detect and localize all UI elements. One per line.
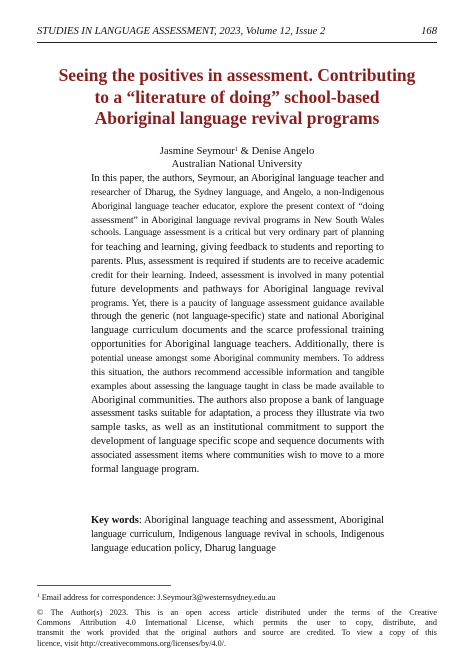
abstract-line: language curriculum documents and the scarce professional training [91, 325, 384, 337]
title-line: Aboriginal language revival programs [94, 108, 380, 128]
title-line: Seeing the positives in assessment. Contributing [58, 65, 416, 85]
abstract-line: examples about assessing the language taught in class be made available to [91, 380, 384, 392]
keywords-label: Key words [91, 515, 139, 526]
license-line: transmit the work provided that the original authors and source are credited. To view a copy of this [37, 628, 437, 638]
abstract-line: development of language specific scope and sequence documents with [91, 436, 385, 448]
abstract-line: schools. Language assessment is a critical but very ordinary part of planning [91, 228, 384, 239]
footnote-text: Email address for correspondence: J.Seymour3@westernsydney.edu.au [39, 593, 276, 602]
journal-name: STUDIES IN LANGUAGE ASSESSMENT, 2023, Volume 12, Issue 2 [37, 26, 326, 37]
license-notice [37, 608, 437, 649]
footnote-rule [37, 585, 171, 586]
author-block [0, 143, 474, 171]
abstract-line: through the generic (not language-specific) state and national Aboriginal [91, 311, 384, 323]
abstract-line: Aboriginal language teacher educator, explore the present context of “doing [91, 200, 384, 212]
license-line: Commons Attribution 4.0 International License, which permits the user to copy, distribute, and [37, 618, 437, 628]
affiliation: Australian National University [171, 159, 303, 170]
first-author: Jasmine Seymour [159, 146, 235, 157]
abstract-line: for teaching and learning, giving feedback to students and reporting to [91, 242, 384, 254]
license-line: © The Author(s) 2023. This is an open access article distributed under the terms of the Creative [37, 608, 437, 617]
abstract-line: future developments and pathways for Aboriginal language revival [91, 283, 384, 295]
abstract-line: programs. Yet, there is a paucity of language assessment guidance available [91, 297, 384, 309]
abstract-line: formal language program. [91, 463, 200, 475]
abstract-line: credit for their learning. Indeed, assessment is involved in many potential [91, 269, 384, 281]
header-rule [37, 42, 437, 43]
abstract-line: assessment tasks suitable for adaptation, a process they illustrate via two [91, 408, 384, 420]
keywords-block [91, 514, 384, 556]
running-header [37, 26, 437, 40]
keywords-text: : Aboriginal language teaching and assessment, Aboriginal [138, 515, 384, 526]
abstract-line: sample tasks, as well as an institutional commitment to support the [91, 422, 384, 434]
footnote-mark: 1 [37, 593, 40, 599]
keywords-line [91, 514, 384, 528]
keywords-line: language education policy, Dharug language [91, 542, 276, 554]
abstract-line: parents. Plus, assessment is required if students are to receive academic [91, 256, 384, 268]
abstract [91, 172, 384, 477]
paper-title [30, 65, 444, 130]
author-names [0, 143, 474, 158]
abstract-line: associated assessment items where communities wish to move to a more [91, 449, 384, 461]
page-number: 168 [421, 26, 437, 37]
abstract-line: potential unease amongst some Aboriginal community members. To address [91, 352, 384, 364]
footnote [37, 591, 275, 603]
abstract-line: assessment” in Aboriginal language revival programs in New South Wales [91, 214, 384, 226]
abstract-line: Aboriginal communities. The authors also propose a bank of language [91, 394, 384, 406]
license-line: licence, visit http://creativecommons.org/licenses/by/4.0/. [37, 638, 227, 648]
footnote-marker: 1 [234, 146, 239, 153]
title-line: to a “literature of doing” school-based [94, 86, 380, 107]
abstract-line: opportunities for Aboriginal language teachers. Additionally, there is [91, 339, 384, 351]
keywords-line: language curriculum, Indigenous language revival in schools, Indigenous [91, 528, 384, 540]
abstract-line: this situation, the authors recommend accessible information and tangible [91, 366, 384, 378]
co-author: & Denise Angelo [238, 146, 315, 157]
abstract-line: In this paper, the authors, Seymour, an Aboriginal language teacher and [91, 173, 384, 184]
abstract-line: researcher of Dharug, the Sydney language, and Angelo, a non-Indigenous [91, 186, 384, 198]
